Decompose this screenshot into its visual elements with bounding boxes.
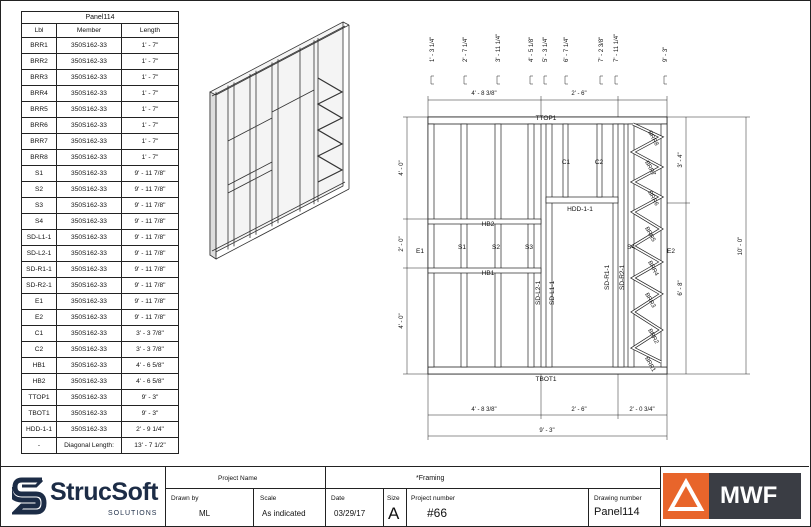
cell-lbl: S1 (22, 166, 57, 182)
label-brr6: BRR6 (646, 190, 660, 208)
mwf-logo (663, 473, 801, 519)
top-dimension: 9' - 3" (663, 46, 669, 62)
cell-length: 9' - 11 7/8" (122, 310, 179, 326)
label-s3: S3 (525, 244, 533, 251)
top-dimension: 2' - 7 1/4" (463, 36, 469, 62)
column-header-member: Member (57, 24, 122, 38)
cell-length: 1' - 7" (122, 102, 179, 118)
cell-lbl: HDD-1-1 (22, 422, 57, 438)
cell-lbl: SD-R2-1 (22, 278, 57, 294)
cell-length: 9' - 11 7/8" (122, 182, 179, 198)
cell-length: 9' - 11 7/8" (122, 198, 179, 214)
cell-lbl: BRR6 (22, 118, 57, 134)
top-upper-dimension: 4' - 8 3/8" (471, 91, 497, 97)
label-e1: E1 (416, 248, 424, 255)
date-label: Date (331, 495, 345, 502)
cell-member: 350S162-33 (57, 326, 122, 342)
cell-member: 350S162-33 (57, 86, 122, 102)
strucsoft-logo-icon (12, 476, 48, 516)
scale: As indicated (262, 509, 306, 518)
drawn-by: ML (199, 509, 211, 518)
project-number-label: Project number (411, 495, 456, 502)
label-brr2: BRR2 (646, 328, 660, 346)
cell-member: 350S162-33 (57, 166, 122, 182)
cell-lbl: E2 (22, 310, 57, 326)
cell-length: 1' - 7" (122, 70, 179, 86)
right-dimension: 6' - 8" (678, 280, 684, 296)
label-sd-l1-1: SD-L1-1 (549, 280, 556, 305)
cell-length: 1' - 7" (122, 38, 179, 54)
cell-lbl: BRR5 (22, 102, 57, 118)
label-e2: E2 (667, 248, 675, 255)
bottom-dimension: 4' - 8 3/8" (471, 407, 497, 413)
top-dimension: 7' - 2 3/8" (599, 36, 605, 62)
cell-length: 9' - 3" (122, 390, 179, 406)
cell-member: 350S162-33 (57, 278, 122, 294)
project-name-label: Project Name (218, 475, 258, 482)
cell-length: 1' - 7" (122, 118, 179, 134)
cell-length: 9' - 11 7/8" (122, 246, 179, 262)
header-hdd-1-1 (546, 197, 618, 203)
scale-label: Scale (260, 495, 277, 502)
top-dimension: 7' - 11 1/4" (614, 33, 620, 62)
cell-member: 350S162-33 (57, 134, 122, 150)
drawing-number: Panel114 (594, 506, 640, 518)
sheet-size: A (388, 504, 400, 523)
cell-member: 350S162-33 (57, 38, 122, 54)
cell-lbl: BRR8 (22, 150, 57, 166)
top-dimension: 5' - 3 1/4" (543, 36, 549, 62)
cell-length: 4' - 6 5/8" (122, 374, 179, 390)
label-ttop1: TTOP1 (535, 115, 557, 122)
label-hb2: HB2 (481, 221, 495, 228)
label-brr8: BRR8 (646, 130, 660, 148)
cell-lbl: S3 (22, 198, 57, 214)
cell-member: 350S162-33 (57, 358, 122, 374)
stud-sdr2 (618, 124, 624, 367)
mwf-brand-text: MWF (720, 482, 778, 509)
cell-lbl: S4 (22, 214, 57, 230)
cell-member: 350S162-33 (57, 422, 122, 438)
cell-length: 9' - 11 7/8" (122, 214, 179, 230)
cell-member: Diagonal Length: (57, 438, 122, 454)
cell-member: 350S162-33 (57, 406, 122, 422)
bottom-dimension: 2' - 6" (571, 407, 587, 413)
drawn-by-label: Drawn by (171, 495, 199, 502)
cell-length: 1' - 7" (122, 134, 179, 150)
cell-length: 4' - 6 5/8" (122, 358, 179, 374)
overall-height-dimension: 10' - 0" (738, 236, 744, 256)
column-header-length: Length (122, 24, 179, 38)
stud-e1 (428, 124, 434, 367)
cell-lbl: SD-R1-1 (22, 262, 57, 278)
label-tbot1: TBOT1 (535, 376, 557, 383)
top-dimension: 6' - 7 1/4" (564, 36, 570, 62)
label-brr5: BRR5 (643, 226, 657, 244)
cell-lbl: C2 (22, 342, 57, 358)
cell-member: 350S162-33 (57, 230, 122, 246)
cell-lbl: BRR7 (22, 134, 57, 150)
label-brr1: BRR1 (643, 356, 657, 374)
cell-lbl: BRR1 (22, 38, 57, 54)
project-number: #66 (427, 506, 448, 520)
cell-length: 3' - 3 7/8" (122, 326, 179, 342)
cell-member: 350S162-33 (57, 150, 122, 166)
left-dimension: 2' - 0" (399, 236, 405, 252)
top-dimension: 4' - 5 1/8" (529, 36, 535, 62)
cell-member: 350S162-33 (57, 390, 122, 406)
cell-length: 9' - 11 7/8" (122, 166, 179, 182)
cell-length: 9' - 11 7/8" (122, 262, 179, 278)
cell-lbl: - (22, 438, 57, 454)
cell-member: 350S162-33 (57, 102, 122, 118)
label-s2: S2 (492, 244, 500, 251)
cell-lbl: HB1 (22, 358, 57, 374)
cell-length: 3' - 3 7/8" (122, 342, 179, 358)
cell-lbl: E1 (22, 294, 57, 310)
label-sd-r2-1: SD-R2-1 (619, 264, 626, 290)
panel-elevation-view (399, 34, 750, 440)
top-upper-dimension: 2' - 6" (571, 91, 587, 97)
sheet-title: *Framing (416, 475, 445, 482)
cell-length: 9' - 3" (122, 406, 179, 422)
cell-member: 350S162-33 (57, 262, 122, 278)
cell-member: 350S162-33 (57, 342, 122, 358)
cell-length: 9' - 11 7/8" (122, 278, 179, 294)
cell-member: 350S162-33 (57, 246, 122, 262)
mwf-triangle-icon (663, 473, 709, 519)
label-brr4: BRR4 (646, 260, 660, 278)
cell-length: 1' - 7" (122, 86, 179, 102)
cell-member: 350S162-33 (57, 310, 122, 326)
cell-length: 9' - 11 7/8" (122, 230, 179, 246)
cell-lbl: C1 (22, 326, 57, 342)
cell-lbl: SD-L1-1 (22, 230, 57, 246)
isometric-panel-view (210, 22, 349, 259)
cell-length: 2' - 9 1/4" (122, 422, 179, 438)
cell-length: 13' - 7 1/2" (122, 438, 179, 454)
label-c2: C2 (594, 159, 604, 166)
top-dimension: 1' - 3 1/4" (430, 36, 436, 62)
cell-length: 9' - 11 7/8" (122, 294, 179, 310)
right-dimension: 3' - 4" (678, 152, 684, 168)
left-dimension: 4' - 0" (399, 313, 405, 329)
column-header-lbl: Lbl (22, 24, 57, 38)
cell-member: 350S162-33 (57, 198, 122, 214)
cell-member: 350S162-33 (57, 294, 122, 310)
cell-lbl: SD-L2-1 (22, 246, 57, 262)
label-s4: S4 (627, 244, 635, 251)
cell-length: 1' - 7" (122, 150, 179, 166)
cell-member: 350S162-33 (57, 70, 122, 86)
bottom-track-tbot1 (428, 367, 667, 374)
cell-member: 350S162-33 (57, 374, 122, 390)
label-sd-r1-1: SD-R1-1 (604, 264, 611, 290)
cell-lbl: BRR4 (22, 86, 57, 102)
cell-lbl: S2 (22, 182, 57, 198)
date: 03/29/17 (334, 509, 366, 518)
cell-lbl: TBOT1 (22, 406, 57, 422)
company-subtitle: SOLUTIONS (108, 510, 158, 517)
label-sd-l2-1: SD-L2-1 (535, 280, 542, 305)
label-c1: C1 (561, 159, 571, 166)
drawing-number-label: Drawing number (594, 495, 642, 502)
cell-member: 350S162-33 (57, 54, 122, 70)
cell-member: 350S162-33 (57, 118, 122, 134)
schedule-title: Panel114 (22, 12, 179, 24)
company-name: StrucSoft (50, 478, 158, 506)
top-dimension: 3' - 11 1/4" (496, 33, 502, 62)
cell-length: 1' - 7" (122, 54, 179, 70)
label-brr7: BRR7 (643, 160, 657, 178)
stud-sdl2 (546, 124, 552, 367)
label-hb1: HB1 (481, 270, 495, 277)
cell-lbl: BRR2 (22, 54, 57, 70)
left-dimension: 4' - 0" (399, 160, 405, 176)
cell-lbl: TTOP1 (22, 390, 57, 406)
cell-member: 350S162-33 (57, 214, 122, 230)
bottom-dimension: 2' - 0 3/4" (629, 407, 655, 413)
cell-lbl: HB2 (22, 374, 57, 390)
overall-width-dimension: 9' - 3" (539, 428, 555, 434)
size-label: Size (387, 495, 400, 502)
label-s1: S1 (458, 244, 466, 251)
label-hdd-1-1: HDD-1-1 (567, 206, 593, 213)
cell-member: 350S162-33 (57, 182, 122, 198)
label-brr3: BRR3 (643, 292, 657, 310)
cell-lbl: BRR3 (22, 70, 57, 86)
